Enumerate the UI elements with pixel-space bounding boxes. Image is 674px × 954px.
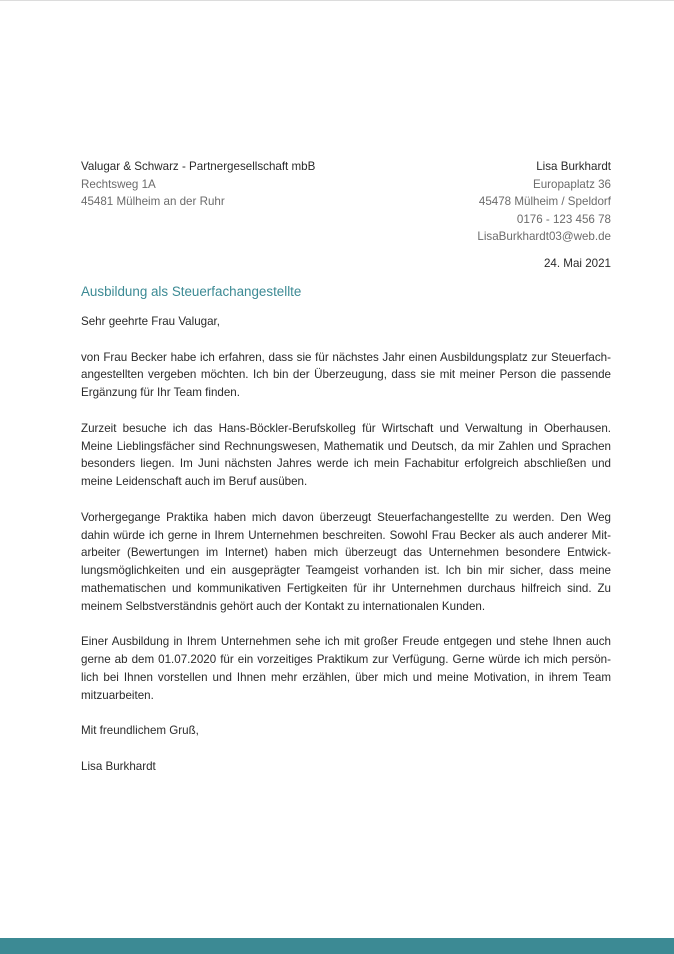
body-paragraph: Einer Ausbildung in Ihrem Unternehmen sehe ich mit großer Freude entgegen und stehe Ihnen auch gerne ab dem 01.07.2020 für ein vorzeitiges Praktikum zur Verfügung. Gerne würde ich mich persönlich bei Ihnen vorstellen und Ihnen mehr erzählen, über mich und meine Motivation, in ihrem Team mitzuarbeiten. (81, 635, 611, 702)
sender-email: LisaBurkhardt03@web.de (477, 230, 611, 244)
recipient-address (81, 158, 315, 211)
body-paragraph: Vorhergegange Praktika haben mich davon überzeugt Steuerfachangestellte zu werden. Den Weg dahin würde ich gerne in Ihrem Unternehmen beschreiten. Sowohl Frau Becker als auch anderer Mitarbeiter (Bewertungen im Internet) haben mich überzeugt das Unternehmen besondere Entwicklungsmöglichkeiten und ein ausgeprägter Teamgeist vorhanden ist. Ich bin mir sicher, dass meine mathematischen und kommunikativen Fertigkeiten für ihr Unternehmen durchaus hilfreich sind. Zu meinem Selbstverständnis gehört auch der Kontakt zu internationalen Kunden. (81, 510, 611, 613)
letter-body (81, 349, 611, 705)
page-top-rule (0, 0, 674, 1)
body-paragraph: Zurzeit besuche ich das Hans-Böckler-Berufskolleg für Wirtschaft und Verwaltung in Oberhausen. Meine Lieblingsfächer sind Rechnungswesen, Mathematik und Deutsch, da mir Zahlen und Sprachen besonders liegen. Im Juni nächsten Jahres werde ich mein Fachabitur erfolgreich abschließen und meine Leidenschaft auch im Beruf ausüben. (81, 421, 611, 489)
letter-date: 24. Mai 2021 (543, 256, 611, 270)
letter-header (81, 158, 611, 246)
recipient-street: Rechtsweg 1A (81, 177, 156, 191)
sender-city: 45478 Mülheim / Speldorf (478, 195, 611, 209)
letter-subject: Ausbildung als Steuerfachangestellte (81, 283, 302, 299)
footer-accent-bar (0, 938, 674, 954)
sender-name: Lisa Burkhardt (536, 160, 611, 173)
body-paragraph: von Frau Becker habe ich erfahren, dass sie für nächstes Jahr einen Ausbildungsplatz zur Steuerfachangestellten vergeben möchten. Ich bin der Überzeugung, dass sie mit meiner Person die passende Ergänzung für Ihr Team finden. (81, 350, 611, 400)
sender-address (477, 158, 611, 246)
sender-phone: 0176 - 123 456 78 (516, 212, 611, 226)
closing: Mit freundlichem Gruß, (81, 724, 199, 738)
signature-name: Lisa Burkhardt (81, 759, 156, 773)
recipient-company: Valugar & Schwarz - Partnergesellschaft mbB (81, 160, 316, 173)
recipient-city: 45481 Mülheim an der Ruhr (81, 195, 225, 209)
salutation: Sehr geehrte Frau Valugar, (81, 314, 220, 328)
sender-street: Europaplatz 36 (533, 177, 611, 191)
letter-page (81, 158, 611, 776)
